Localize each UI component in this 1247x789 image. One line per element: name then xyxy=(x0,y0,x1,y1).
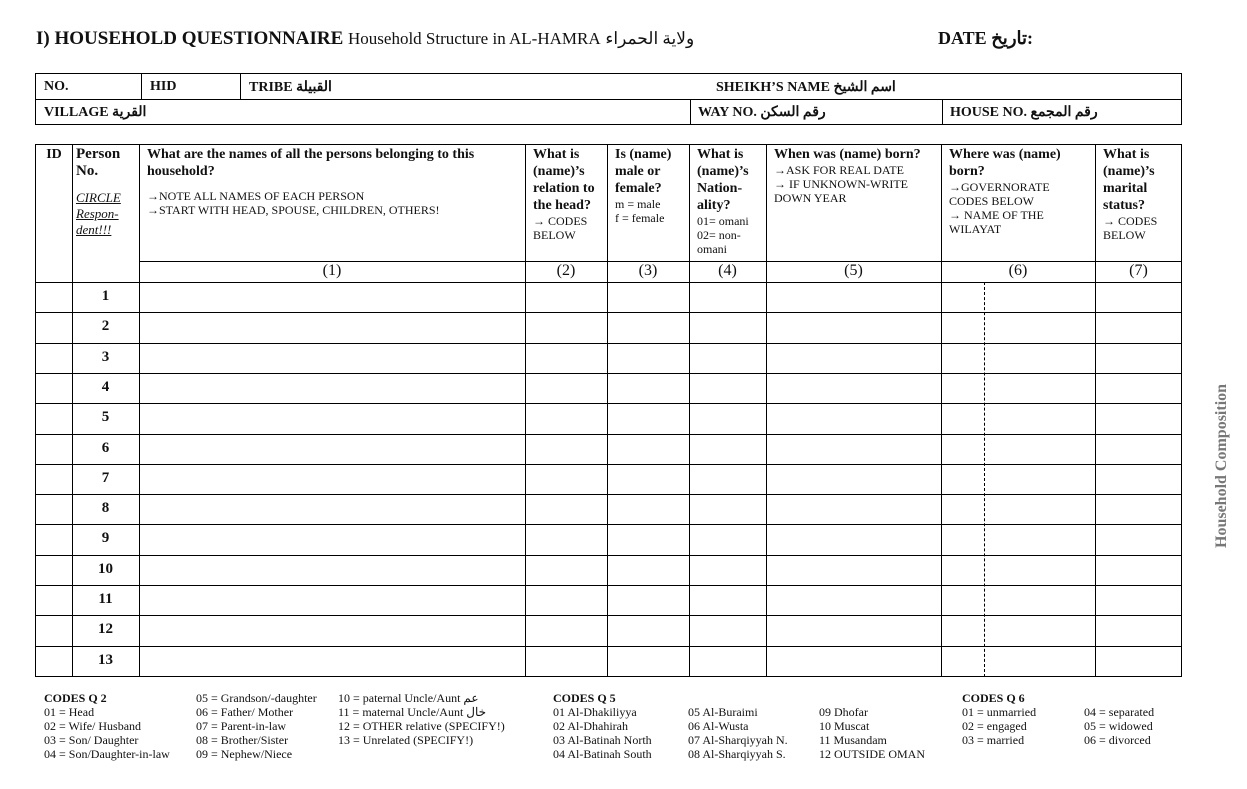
col-number-6: (6) xyxy=(1008,262,1028,279)
code-item: 09 Dhofar xyxy=(819,705,868,719)
code-item: 06 = divorced xyxy=(1084,733,1151,747)
person-row-number: 13 xyxy=(98,652,113,668)
code-item: 08 Al-Sharqiyyah S. xyxy=(688,747,786,761)
header-q1: What are the names of all the persons belonging to this household? →NOTE ALL NAMES OF EACH PERSON →START WITH HEAD, SPOUSE, CHILDREN, OTHERS! xyxy=(147,147,475,217)
code-item: 01 = unmarried xyxy=(962,705,1037,719)
header-q4: What is (name)’s Nation-ality? 01= omani 02= non-omani xyxy=(697,147,749,256)
title-main: HOUSEHOLD QUESTIONNAIRE xyxy=(54,28,344,49)
codes-q2-col2 xyxy=(196,691,317,761)
code-item: 12 OUTSIDE OMAN xyxy=(819,747,925,761)
codes-q5-col3 xyxy=(819,705,925,761)
col-number-1: (1) xyxy=(322,262,342,279)
codes-q6-col1 xyxy=(962,691,1036,747)
section-side-label: Household Composition xyxy=(1213,383,1230,548)
header-person-no: Person No. CIRCLE Respon-dent!!! xyxy=(76,146,138,238)
code-item: 04 Al-Batinah South xyxy=(553,747,652,761)
title-subtitle: Household Structure in AL-HAMRA xyxy=(348,29,601,48)
code-item: 06 Al-Wusta xyxy=(688,719,749,733)
row-divider xyxy=(35,524,1182,525)
codes-q5-col1 xyxy=(553,691,652,761)
person-row-number: 11 xyxy=(98,591,113,607)
code-item: 06 = Father/ Mother xyxy=(196,705,294,719)
person-row-number: 4 xyxy=(101,379,110,395)
code-item: 08 = Brother/Sister xyxy=(196,733,289,747)
code-item: 02 = Wife/ Husband xyxy=(44,719,142,733)
hid-field[interactable]: HID xyxy=(150,79,177,94)
header-q6: Where was (name) born? →GOVERNORATE CODES BELOW → NAME OF THE WILAYAT xyxy=(949,147,1061,236)
code-item: 01 Al-Dhakiliyya xyxy=(553,705,637,719)
person-row-number: 5 xyxy=(101,409,110,425)
person-row-number: 2 xyxy=(101,318,110,334)
col-number-4: (4) xyxy=(718,262,737,279)
row-divider xyxy=(35,403,1182,404)
person-row-number: 12 xyxy=(98,621,113,637)
codes-q2-col3 xyxy=(338,691,505,747)
row-divider xyxy=(35,494,1182,495)
code-item: 13 = Unrelated (SPECIFY!) xyxy=(338,733,474,747)
codes-q6-heading: CODES Q 6 xyxy=(962,691,1025,705)
col-number-7: (7) xyxy=(1129,262,1148,279)
code-item: 02 Al-Dhahirah xyxy=(553,719,628,733)
code-item: 12 = OTHER relative (SPECIFY!) xyxy=(338,719,505,733)
code-item: 01 = Head xyxy=(44,705,95,719)
col-number-3: (3) xyxy=(638,262,658,279)
code-item: 07 = Parent-in-law xyxy=(196,719,287,733)
row-divider xyxy=(35,585,1182,586)
code-item: 05 = Grandson/-daughter xyxy=(196,691,317,705)
header-q3: Is (name) male or female? m = male f = female xyxy=(615,147,672,225)
row-divider xyxy=(35,434,1182,435)
row-divider xyxy=(35,555,1182,556)
row-divider xyxy=(35,615,1182,616)
header-q2: What is (name)’s relation to the head? → CODES BELOW xyxy=(533,147,595,242)
code-item: 04 = Son/Daughter-in-law xyxy=(44,747,170,761)
col-number-5: (5) xyxy=(844,262,863,279)
code-item: 05 Al-Buraimi xyxy=(688,705,758,719)
tribe-field[interactable]: TRIBE القبيلة xyxy=(249,80,332,95)
person-row-number: 1 xyxy=(101,288,110,304)
row-divider xyxy=(35,343,1182,344)
village-field[interactable]: VILLAGE القرية xyxy=(44,105,147,120)
code-item: 07 Al-Sharqiyyah N. xyxy=(688,733,788,747)
header-q5: When was (name) born? →ASK FOR REAL DATE → IF UNKNOWN-WRITE DOWN YEAR xyxy=(774,147,921,205)
row-divider xyxy=(35,312,1182,313)
code-item: 02 = engaged xyxy=(962,719,1027,733)
header-q7: What is (name)’s marital status? → CODES BELOW xyxy=(1103,147,1158,242)
codes-q5-col2 xyxy=(688,705,788,761)
circle-respondent-note: CIRCLE Respon-dent!!! xyxy=(76,190,121,237)
codes-q2-col1 xyxy=(44,691,170,761)
row-divider xyxy=(35,373,1182,374)
title-subtitle-arabic: ولاية الحمراء xyxy=(605,29,695,48)
codes-q5-heading: CODES Q 5 xyxy=(553,691,616,705)
code-item: 05 = widowed xyxy=(1084,719,1153,733)
code-item: 04 = separated xyxy=(1084,705,1155,719)
person-row-number: 3 xyxy=(101,349,110,365)
page-title xyxy=(36,28,694,50)
title-prefix: I) xyxy=(36,28,50,49)
col-number-2: (2) xyxy=(556,262,576,279)
way-no-field[interactable]: WAY NO. رقم السكن xyxy=(698,105,826,120)
person-row-number: 7 xyxy=(101,470,110,486)
code-item: 03 Al-Batinah North xyxy=(553,733,652,747)
code-item: 03 = married xyxy=(962,733,1025,747)
person-row-number: 10 xyxy=(98,561,113,577)
house-no-field[interactable]: HOUSE NO. رقم المجمع xyxy=(950,105,1098,120)
codes-q2-heading: CODES Q 2 xyxy=(44,691,107,705)
person-row-number: 9 xyxy=(101,530,110,546)
code-item: 10 = paternal Uncle/Aunt عم xyxy=(338,691,479,705)
row-divider xyxy=(35,646,1182,647)
row-divider xyxy=(35,464,1182,465)
person-row-number: 6 xyxy=(101,440,110,456)
code-item: 11 Musandam xyxy=(819,733,887,747)
code-item: 10 Muscat xyxy=(819,719,870,733)
no-field[interactable]: NO. xyxy=(44,79,69,94)
sheikh-name-field[interactable]: SHEIKH’S NAME اسم الشيخ xyxy=(716,80,896,95)
date-field[interactable]: DATE تاريخ: xyxy=(938,28,1034,48)
person-row-number: 8 xyxy=(101,500,110,516)
code-item: 03 = Son/ Daughter xyxy=(44,733,139,747)
code-item: 11 = maternal Uncle/Aunt خال xyxy=(338,705,487,719)
codes-q6-col2 xyxy=(1084,705,1154,747)
header-id: ID xyxy=(46,147,62,162)
code-item: 09 = Nephew/Niece xyxy=(196,747,293,761)
